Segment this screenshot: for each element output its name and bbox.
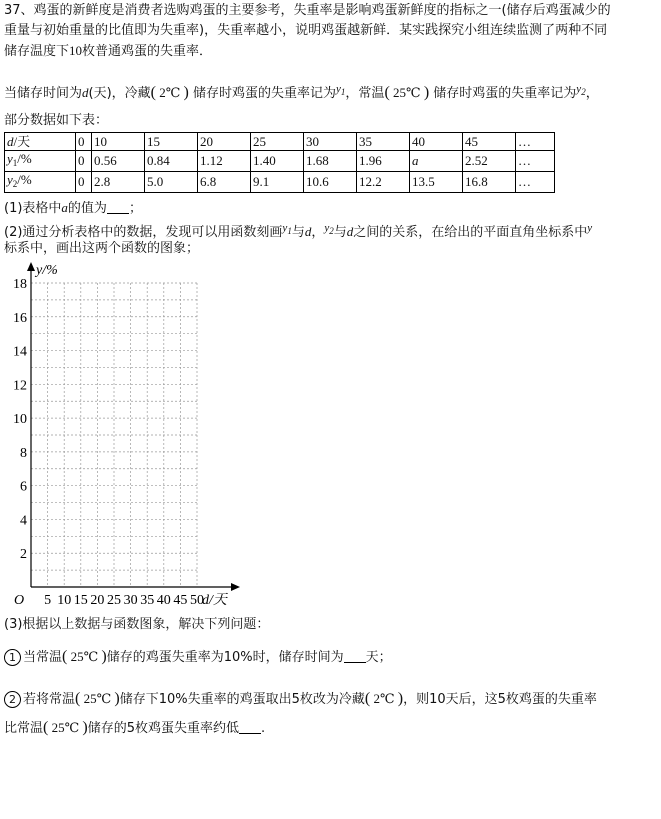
var-y2: y2 [576, 83, 586, 97]
answer-blank-a[interactable] [107, 201, 129, 214]
text-seg: 储存温度下 [4, 44, 70, 59]
x-tick-label: 10 [57, 593, 72, 608]
x-tick-label: 40 [156, 593, 171, 608]
question-2-line-2: 标系中，画出这两个函数的图象； [4, 241, 200, 256]
text-seg: 储存的鸡蛋失重率为10%时，储存时间为 [106, 650, 344, 665]
text-seg: 之间的关系，在给出的平面直角坐标系中 [353, 225, 588, 240]
problem-line-5: 部分数据如下表： [4, 113, 109, 128]
table-cell: 10 [92, 133, 145, 151]
temp-cold: ( 2℃ ) [364, 690, 404, 707]
text-seg: 储存下10%失重率的鸡蛋取出5枚改为冷藏 [119, 692, 365, 707]
grid-lines [31, 283, 197, 587]
table-cell: 0.56 [92, 151, 145, 172]
text-seg: 与 [291, 225, 305, 240]
count-number: 10 [69, 43, 83, 58]
table-cell: 6.8 [198, 172, 251, 193]
table-cell: 0 [76, 172, 92, 193]
data-table [4, 132, 555, 193]
table-cell: … [516, 133, 555, 151]
text-seg: ，常温 [345, 86, 385, 101]
table-header-cell: d/天 [5, 133, 76, 151]
table-cell: 5.0 [145, 172, 198, 193]
table-cell-unknown-a: a [410, 151, 463, 172]
x-axis-arrow [231, 583, 240, 591]
table-cell: 40 [410, 133, 463, 151]
text-seg: ； [128, 201, 142, 216]
table-cell: 1.68 [304, 151, 357, 172]
question-3-item-1 [4, 648, 392, 667]
table-row-d [5, 133, 555, 151]
table-cell: 45 [463, 133, 516, 151]
table-cell: 10.6 [304, 172, 357, 193]
table-row-y1 [5, 151, 555, 172]
table-cell: 1.96 [357, 151, 410, 172]
y-tick-label: 14 [13, 344, 27, 360]
x-tick-label: 25 [107, 593, 121, 608]
text-seg: 当储存时间为 [4, 86, 83, 101]
table-cell: 20 [198, 133, 251, 151]
x-tick-label: 35 [140, 593, 155, 608]
var-y2: y2 [324, 222, 334, 236]
var-d: d [346, 224, 354, 239]
x-tick-label: 45 [173, 593, 188, 608]
table-cell: 16.8 [463, 172, 516, 193]
table-cell: 30 [304, 133, 357, 151]
x-tick-label: 20 [90, 593, 105, 608]
problem-line-1: 37、鸡蛋的新鲜度是消费者选购鸡蛋的主要参考，失重率是影响鸡蛋新鲜度的指标之一(储存后鸡蛋减少的 [4, 3, 611, 18]
text-seg: 比常温 [4, 721, 44, 736]
question-2-line-1 [4, 219, 592, 242]
question-3-item-2-cont [4, 719, 265, 738]
text-seg: 若将常温 [23, 692, 76, 707]
temp-room: ( 25℃ ) [62, 648, 107, 665]
problem-line-2: 重量与初始重量的比值即为失重率)，失重率越小，说明鸡蛋越新鲜．某实践探究小组连续监测了两种不同 [4, 23, 608, 38]
text-seg: . [261, 721, 266, 736]
var-d: d [82, 85, 89, 100]
y-axis-label: y/% [36, 263, 58, 278]
table-row-y2 [5, 172, 555, 193]
text-seg: (2)通过分析表格中的数据，发现可以用函数刻画 [4, 225, 283, 240]
coordinate-grid[interactable] [0, 258, 260, 610]
question-3-intro: (3)根据以上数据与函数图象，解决下列问题： [4, 617, 270, 632]
temp-cold: ( 2℃ ) [150, 84, 189, 101]
var-a: a [61, 200, 68, 215]
table-cell: 2.8 [92, 172, 145, 193]
table-cell: 2.52 [463, 151, 516, 172]
problem-line-3 [4, 42, 212, 61]
var-y: y [587, 222, 593, 234]
circled-number-2: 2 [4, 691, 21, 708]
table-header-cell: $y_1/\%$ [5, 151, 76, 172]
x-axis-label: d/天 [202, 593, 227, 608]
table-cell: 15 [145, 133, 198, 151]
text-seg: 储存时鸡蛋的失重率记为 [193, 86, 337, 101]
text-seg: (1)表格中 [4, 201, 62, 216]
y-tick-label: 18 [13, 277, 27, 292]
y-tick-label: 16 [13, 310, 27, 326]
y-axis-arrow [27, 262, 35, 271]
table-cell: 0.84 [145, 151, 198, 172]
text-seg: ， [585, 86, 599, 101]
question-1 [4, 199, 142, 218]
text-seg: (天)，冷藏 [88, 86, 151, 101]
table-cell: … [516, 151, 555, 172]
temp-room: ( 25℃ ) [43, 719, 88, 736]
y-tick-label: 10 [13, 412, 27, 428]
table-cell: 25 [251, 133, 304, 151]
y-tick-label: 6 [20, 479, 27, 495]
question-3-item-2 [4, 690, 597, 709]
y-tick-label: 12 [13, 378, 27, 394]
var-d: d [304, 224, 312, 239]
text-seg: 的值为 [67, 201, 107, 216]
table-cell: 0 [76, 133, 92, 151]
var-y1: y1 [336, 83, 346, 97]
answer-blank-diff[interactable] [239, 721, 261, 734]
tick-labels [13, 277, 204, 608]
table-cell: 9.1 [251, 172, 304, 193]
x-tick-label: 5 [44, 593, 52, 608]
y-tick-label: 8 [20, 445, 27, 461]
text-seg: ， [311, 225, 325, 240]
temp-room: ( 25℃ ) [384, 84, 430, 101]
text-seg: 储存的5枚鸡蛋失重率约低 [87, 721, 239, 736]
answer-blank-days[interactable] [344, 650, 366, 663]
problem-line-4 [4, 80, 599, 103]
text-seg: 天； [365, 650, 392, 665]
table-cell: 0 [76, 151, 92, 172]
origin-label: O [14, 593, 25, 608]
table-cell: 13.5 [410, 172, 463, 193]
table-header-cell: $y_2/\%$ [5, 172, 76, 193]
text-seg: 枚普通鸡蛋的失重率． [82, 44, 213, 59]
text-seg: 与 [333, 225, 347, 240]
table-cell: 12.2 [357, 172, 410, 193]
table-cell: 35 [357, 133, 410, 151]
text-seg: 当常温 [23, 650, 63, 665]
temp-room: ( 25℃ ) [75, 690, 120, 707]
x-tick-label: 50 [190, 593, 204, 608]
y-tick-label: 4 [20, 513, 27, 529]
x-tick-label: 30 [123, 593, 138, 608]
x-tick-label: 15 [73, 593, 88, 608]
table-cell: 1.40 [251, 151, 304, 172]
axes [27, 262, 240, 591]
text-seg: 储存时鸡蛋的失重率记为 [433, 86, 577, 101]
circled-number-1: 1 [4, 649, 21, 666]
var-y1: y1 [282, 222, 292, 236]
table-cell: … [516, 172, 555, 193]
y-tick-label: 2 [20, 547, 27, 563]
text-seg: ，则10天后，这5枚鸡蛋的失重率 [403, 692, 597, 707]
table-cell: 1.12 [198, 151, 251, 172]
